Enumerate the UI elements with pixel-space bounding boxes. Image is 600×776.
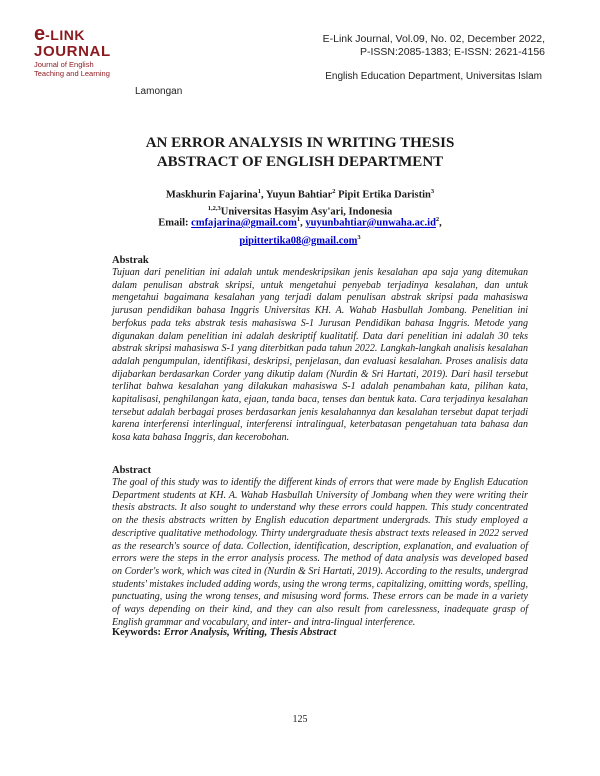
- page-number: 125: [292, 714, 308, 725]
- abstrak-heading: Abstrak: [112, 255, 149, 266]
- header-affiliation-continued: Lamongan: [135, 86, 183, 97]
- abstract-body: The goal of this study was to identify the different kinds of errors that were made by English Education Department students at KH. A. Wahab Hasbullah University of Jombang when they were writing their thesis abstracts. It also sought to understand why these errors could happen. This study concentrated on the thesis abstracts written by English education department undergrads. This study employed a descriptive qualitative methodology. Thirty undergraduate thesis abstract texts released in 2022 served as the research's source of data. Collection, identification, description, explanation, and evaluation of errors were the steps in the error analysis process. The method of data analysis was developed based on Corder's work, which was cited in (Nurdin & Sri Hartati, 2019). According to the results, undergrad students' mistakes included adding words, using the wrong terms, capitalizing, omitting words, spelling, punctuating, using the wrong tenses, and misusing word forms. These errors can be made in a variety of ways depending on their kind, and they can also result from carelessness, inadequate grasp of English grammar and vocabulary, and inter- and intra-lingual interference.: [112, 477, 528, 628]
- email-block: [60, 213, 540, 248]
- abstrak-body: Tujuan dari penelitian ini adalah untuk mendeskripsikan jenis kesalahan apa saja yang ditemukan dalam penulisan abstrak skripsi, untuk mengetahui penyebab terjadinya kesalahan, dan untuk mengetahui bagaimana kesalahan yang terjadi dalam penulisan abstrak skripsi pada mahasiswa jurusan pendidikan bahasa Inggris Universitas KH. A. Wahab Hasbullah Jombang. Penelitian ini berfokus pada teks abstrak tesis mahasiswa S-1 Jurusan Pendidikan bahasa Inggris. Metode yang digunakan dalam penelitian ini adalah deskriptif kualitatif. Data dari penelitian ini adalah 30 teks abstrak skripsi mahasiswa S-1 yang diterbitkan pada tahun 2022. Langkah-langkah analisis kesalahan adalah pengumpulan, identifikasi, deskripsi, penjelasan, dan evaluasi kesalahan. Proses analisis data dijabarkan berdasarkan Corder yang dikutip dalam (Nurdin & Sri Hartati, 2019). Dari hasil tersebut terlihat bahwa kesalahan yang dilakukan mahasiswa S-1 adalah penambahan kata, pilihan kata, kapitalisasi, penghilangan kata, ejaan, tanda baca, tenses dan bentuk kata. Cara terjadinya kesalahan tersebut adalah berbagai proses berdasarkan jenis kesalahannya dan kesalahan tersebut dapat terjadi karena interferensi interlingual, interferensi intralingual, keterbatasan pengetahuan tata bahasa dan kosa kata bahasa Inggris, dan kecerobohan.: [112, 267, 528, 444]
- email-link-3[interactable]: pipittertika08@gmail.com: [239, 235, 358, 246]
- journal-logo: [34, 25, 134, 78]
- header-affiliation: English Education Department, Universitas Islam: [325, 71, 542, 82]
- author-3-mark: 3: [430, 188, 435, 195]
- email-separator-2: ,: [439, 217, 442, 229]
- logo-link-text: -LINK: [45, 27, 85, 43]
- journal-issn: P-ISSN:2085-1383; E-ISSN: 2621-4156: [359, 46, 545, 58]
- logo-wordmark: [34, 25, 134, 44]
- author-2-mark: 2: [332, 188, 336, 195]
- keywords-line: [112, 627, 336, 638]
- email-3-mark: 3: [357, 233, 361, 241]
- journal-volume-info: E-Link Journal, Vol.09, No. 02, December 2022,: [322, 33, 545, 45]
- author-3: Pipit Ertika Daristin: [335, 189, 431, 201]
- keywords-terms: Error Analysis, Writing, Thesis Abstract: [163, 627, 337, 638]
- email-separator-1: ,: [300, 217, 306, 229]
- paper-title-line-2: ABSTRACT OF ENGLISH DEPARTMENT: [156, 154, 444, 170]
- email-line-2: [60, 231, 540, 249]
- paper-title-line-1: AN ERROR ANALYSIS IN WRITING THESIS: [145, 135, 455, 151]
- email-link-1[interactable]: cmfajarina@gmail.com: [191, 217, 297, 229]
- email-2-mark: 2: [435, 216, 440, 223]
- logo-subtitle-1: Journal of English: [34, 60, 94, 69]
- institution-marks: 1,2,3: [207, 204, 221, 212]
- abstrak-section: [112, 254, 528, 445]
- logo-journal-text: JOURNAL: [34, 43, 111, 60]
- logo-subtitle-2: Teaching and Learning: [34, 69, 110, 78]
- email-label: Email:: [158, 217, 192, 229]
- email-1-mark: 1: [296, 216, 301, 223]
- keywords-label: Keywords:: [112, 627, 164, 638]
- abstract-heading: Abstract: [112, 465, 152, 476]
- author-names: [60, 185, 540, 202]
- author-1-mark: 1: [257, 188, 261, 195]
- author-2: , Yuyun Bahtiar: [260, 189, 333, 201]
- paper-title: [60, 134, 540, 172]
- abstract-section: [112, 464, 528, 629]
- author-1: Maskhurin Fajarina: [165, 189, 258, 201]
- logo-e-mark: e: [34, 23, 46, 45]
- email-link-2[interactable]: yuyunbahtiar@unwaha.ac.id: [305, 217, 436, 229]
- institution-name: Universitas Hasyim Asy'ari, Indonesia: [220, 206, 393, 217]
- email-line-1: [60, 213, 540, 231]
